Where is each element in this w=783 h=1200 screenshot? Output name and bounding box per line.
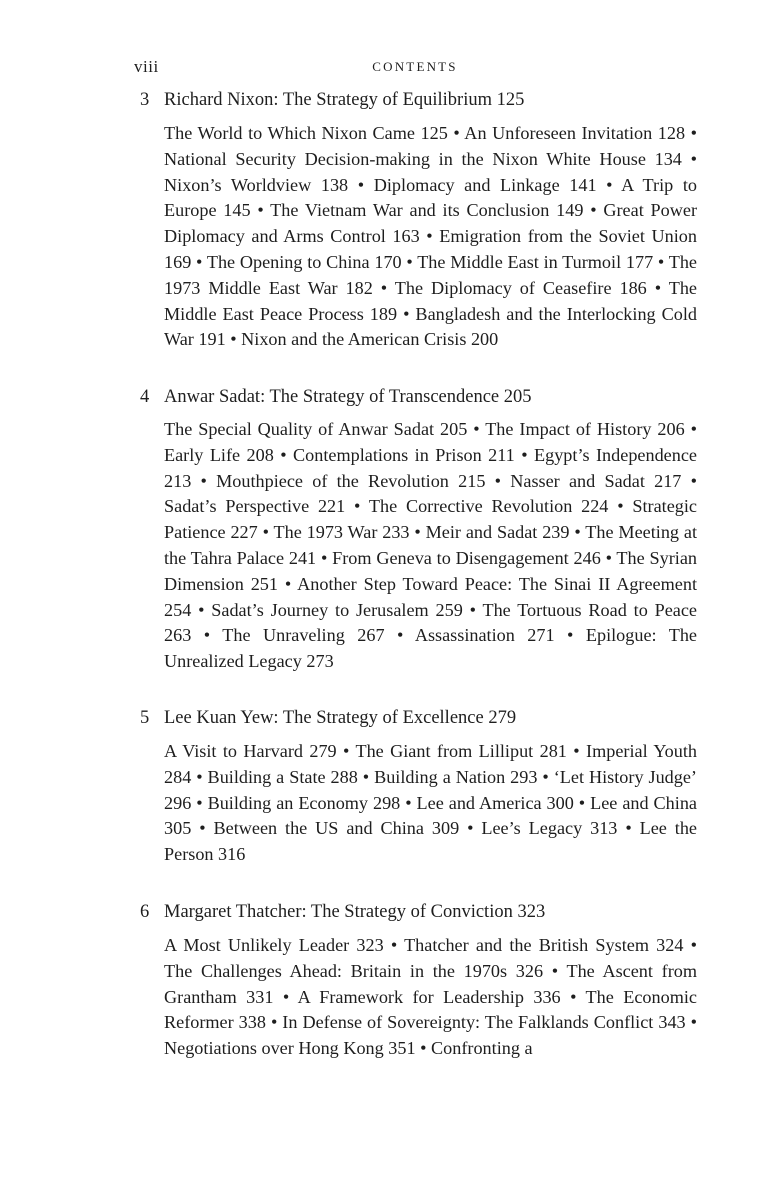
running-head (134, 57, 696, 77)
chapter-heading (140, 387, 532, 408)
chapter-sections: The World to Which Nixon Came 125 • An Unforeseen Invitation 128 • National Security Decision-making in the Nixon White House 134 • Nixon’s Worldview 138 • Diplomacy and Linkage 141 • A Trip to Europe 145 • The Vietnam War and its Conclusion 149 • Great Power Diplomacy and Arms Control 163 • Emigration from the Soviet Union 169 • The Opening to China 170 • The Middle East in Turmoil 177 • The 1973 Middle East War 182 • The Diplomacy of Ceasefire 186 • The Middle East Peace Process 189 • Bangladesh and the Interlocking Cold War 191 • Nixon and the American Crisis 200 (164, 123, 697, 350)
chapter-number: 5 (140, 708, 150, 728)
chapter-number: 4 (140, 387, 150, 407)
chapter-heading (140, 708, 516, 729)
chapter-sections: A Most Unlikely Leader 323 • Thatcher and the British System 324 • The Challenges Ahead: Britain in the 1970s 326 • The Ascent from Grantham 331 • A Framework for Leadership 336 • The Economic Reformer 338 • In Defense of Sovereignty: The Falklands Conflict 343 • Negotiations over Hong Kong 351 • Confronting a (164, 935, 697, 1059)
chapter-sections: A Visit to Harvard 279 • The Giant from Lilliput 281 • Imperial Youth 284 • Building a State 288 • Building a Nation 293 • ‘Let History Judge’ 296 • Building an Economy 298 • Lee and America 300 • Lee and China 305 • Between the US and China 309 • Lee’s Legacy 313 • Lee the Person 316 (164, 741, 697, 865)
chapter-heading (140, 90, 524, 111)
chapter-title: Richard Nixon: The Strategy of Equilibrium 125 (164, 90, 525, 110)
chapter-number: 6 (140, 902, 150, 922)
chapter-title: Lee Kuan Yew: The Strategy of Excellence 279 (164, 708, 517, 728)
chapter-title: Anwar Sadat: The Strategy of Transcendence 205 (164, 387, 532, 407)
page-number: viii (134, 57, 159, 76)
chapter-heading (140, 902, 545, 923)
chapter-number: 3 (140, 90, 150, 110)
chapter-sections: The Special Quality of Anwar Sadat 205 • The Impact of History 206 • Early Life 208 • Contemplations in Prison 211 • Egypt’s Independence 213 • Mouthpiece of the Revolution 215 • Nasser and Sadat 217 • Sadat’s Perspective 221 • The Corrective Revolution 224 • Strategic Patience 227 • The 1973 War 233 • Meir and Sadat 239 • The Meeting at the Tahra Palace 241 • From Geneva to Disengagement 246 • The Syrian Dimension 251 • Another Step Toward Peace: The Sinai II Agreement 254 • Sadat’s Journey to Jerusalem 259 • The Tortuous Road to Peace 263 • The Unraveling 267 • Assassination 271 • Epilogue: The Unrealized Legacy 273 (164, 419, 697, 672)
running-title: CONTENTS (372, 59, 458, 74)
chapter-title: Margaret Thatcher: The Strategy of Conviction 323 (164, 902, 546, 922)
